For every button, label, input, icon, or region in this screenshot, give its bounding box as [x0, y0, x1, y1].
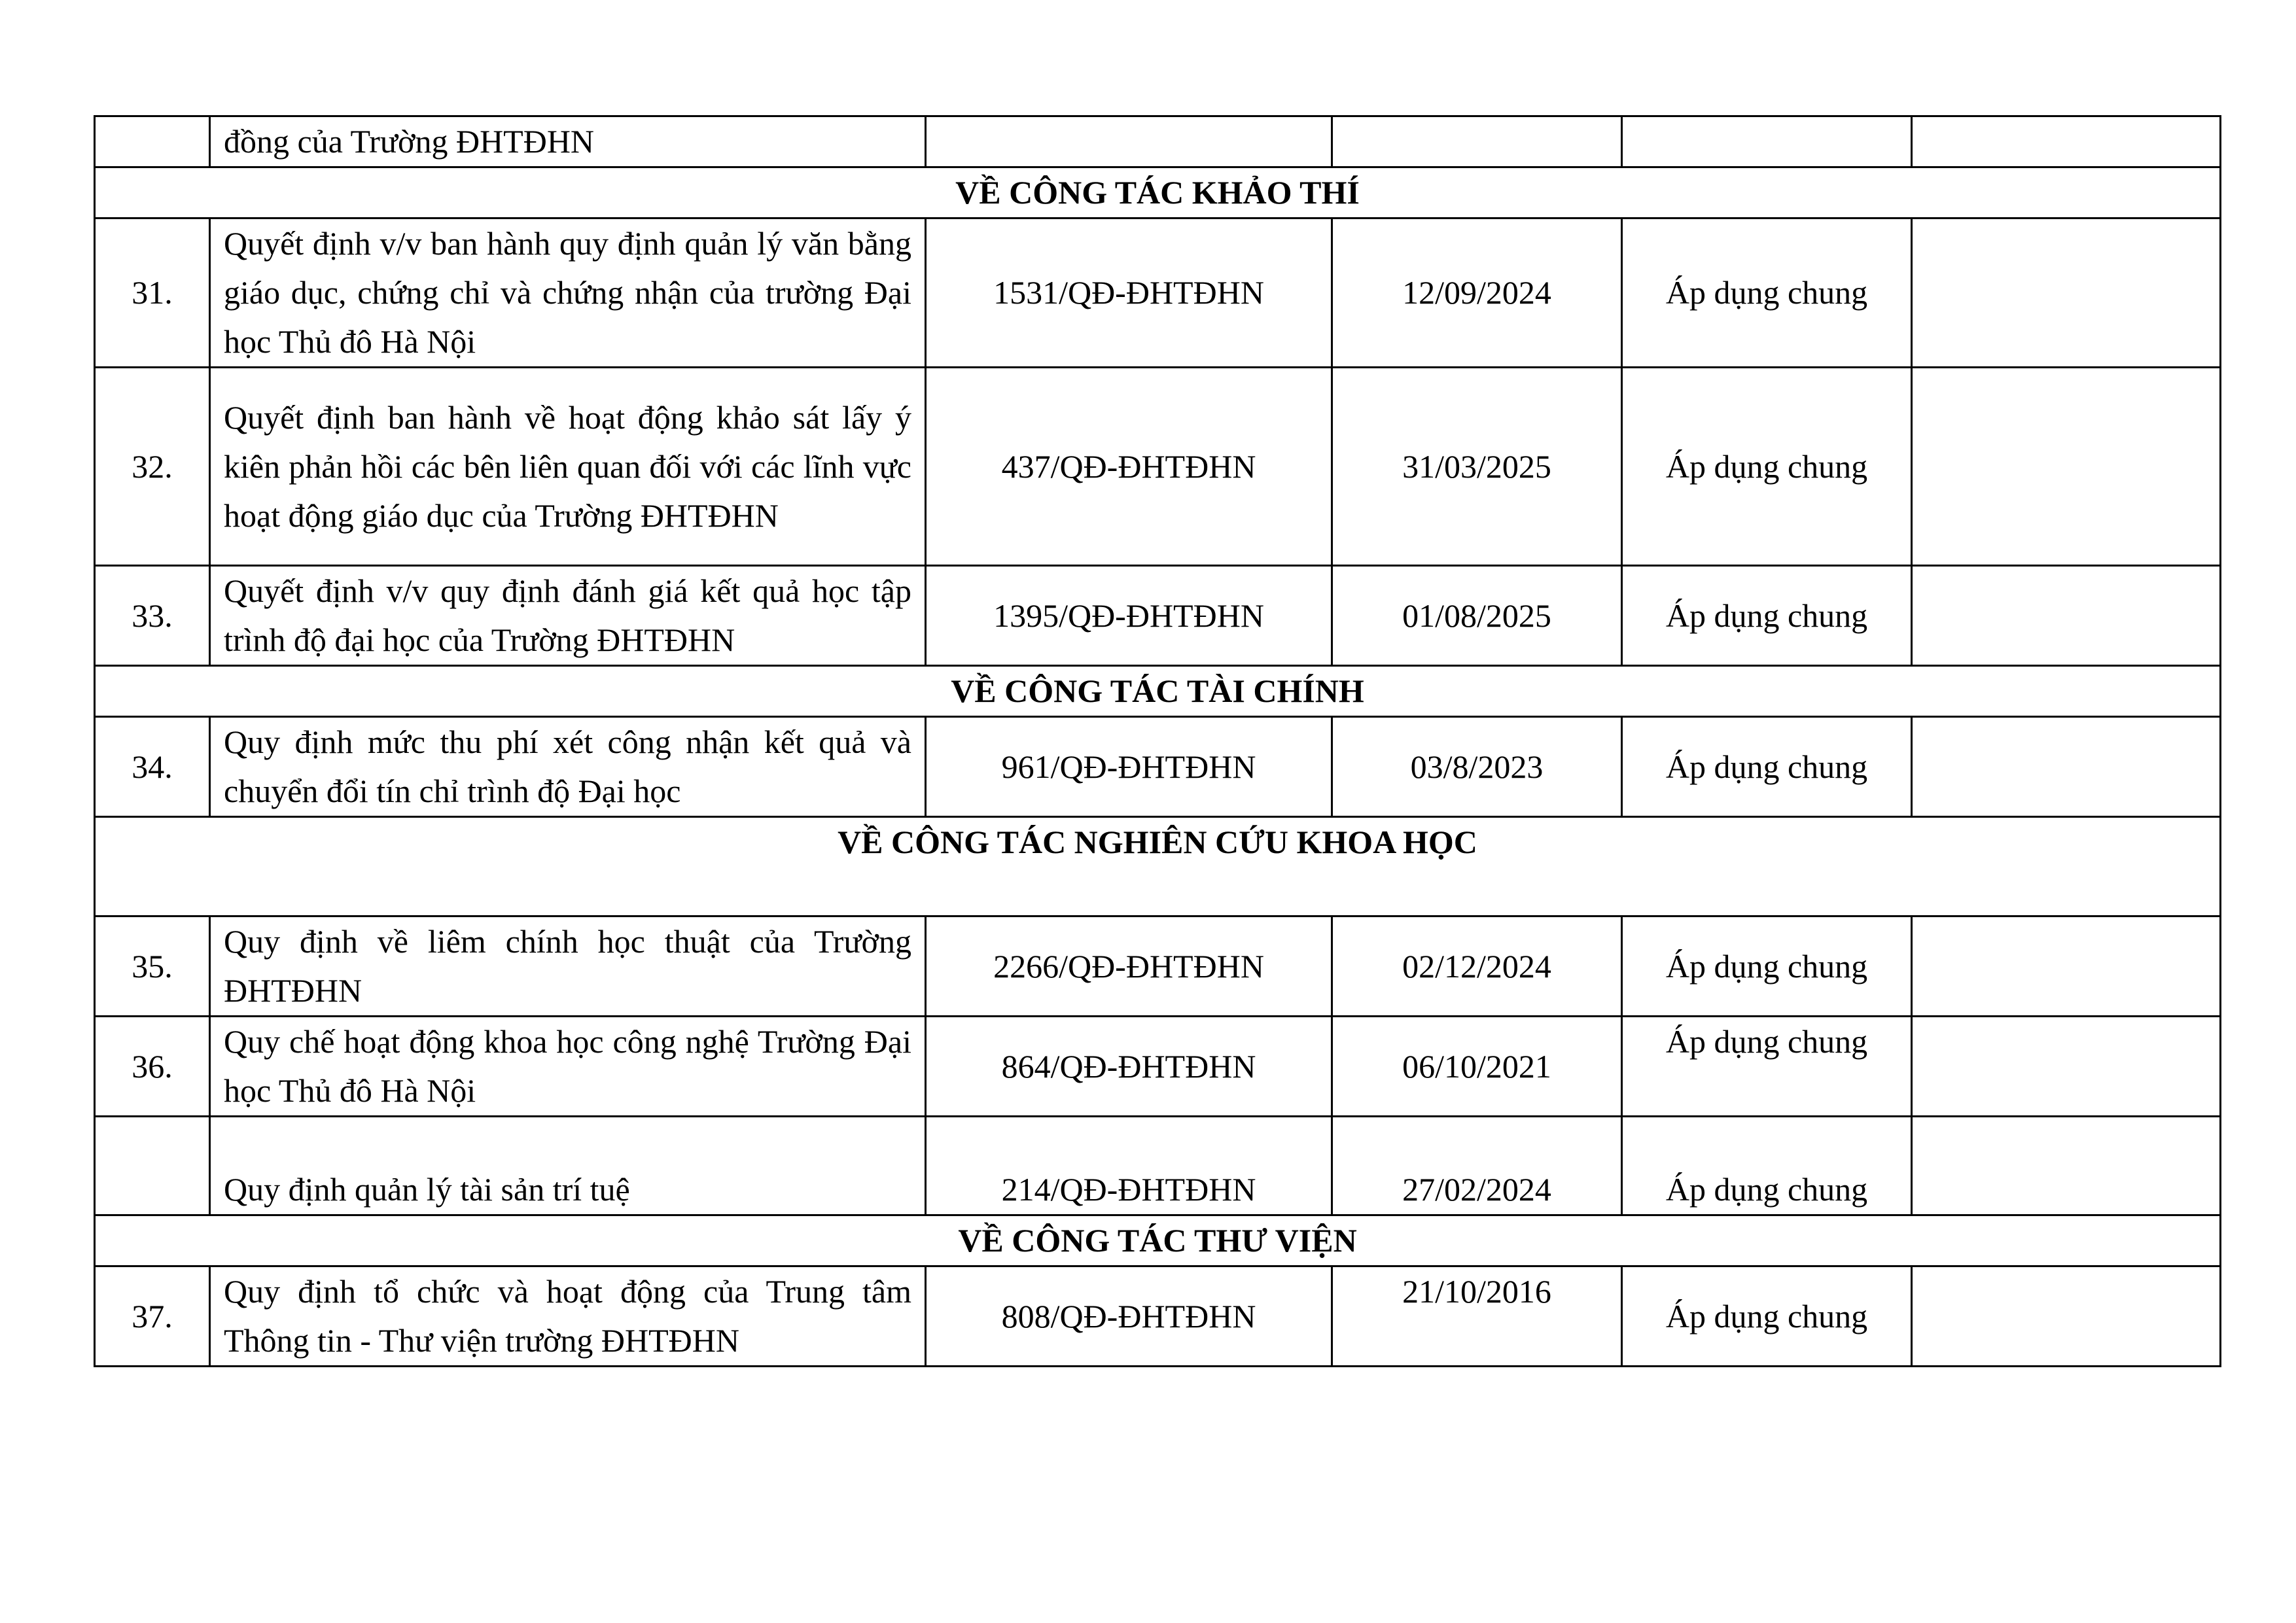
- document-code: 437/QĐ-ĐHTĐHN: [926, 368, 1332, 566]
- table-row: [95, 218, 2221, 368]
- document-title: Quyết định v/v quy định đánh giá kết quả học tập trình độ đại học của Trường ĐHTĐHN: [210, 566, 926, 666]
- document-code: 808/QĐ-ĐHTĐHN: [926, 1266, 1332, 1367]
- row-number: 35.: [95, 916, 210, 1017]
- table-row: [95, 566, 2221, 666]
- applicable-scope: Áp dụng chung: [1622, 717, 1912, 817]
- note-cell: [1912, 916, 2221, 1017]
- note-cell: [1912, 1117, 2221, 1215]
- table-row: [95, 1017, 2221, 1117]
- note-cell: [1912, 368, 2221, 566]
- applicable-scope: Áp dụng chung: [1622, 916, 1912, 1017]
- document-code: 1531/QĐ-ĐHTĐHN: [926, 218, 1332, 368]
- document-code: 864/QĐ-ĐHTĐHN: [926, 1017, 1332, 1117]
- document-title: Quy định mức thu phí xét công nhận kết quả và chuyển đổi tín chỉ trình độ Đại học: [210, 717, 926, 817]
- section-row: [95, 167, 2221, 218]
- note-cell: [1912, 1266, 2221, 1367]
- document-title: đồng của Trường ĐHTĐHN: [210, 116, 926, 167]
- note-cell: [1912, 566, 2221, 666]
- issue-date: 12/09/2024: [1332, 218, 1622, 368]
- section-heading: VỀ CÔNG TÁC TÀI CHÍNH: [95, 666, 2221, 717]
- issue-date: 02/12/2024: [1332, 916, 1622, 1017]
- issue-date: 06/10/2021: [1332, 1017, 1622, 1117]
- section-row: [95, 666, 2221, 717]
- applicable-scope: Áp dụng chung: [1622, 566, 1912, 666]
- row-number: 34.: [95, 717, 210, 817]
- row-number: 31.: [95, 218, 210, 368]
- document-code: 2266/QĐ-ĐHTĐHN: [926, 916, 1332, 1017]
- section-heading: VỀ CÔNG TÁC THƯ VIỆN: [95, 1215, 2221, 1266]
- table-row: [95, 916, 2221, 1017]
- document-code: 961/QĐ-ĐHTĐHN: [926, 717, 1332, 817]
- issue-date: 01/08/2025: [1332, 566, 1622, 666]
- document-title: Quy định tổ chức và hoạt động của Trung tâm Thông tin - Thư viện trường ĐHTĐHN: [210, 1266, 926, 1367]
- issue-date: 21/10/2016: [1332, 1266, 1622, 1367]
- table-row: [95, 1266, 2221, 1367]
- table-row: [95, 1117, 2221, 1215]
- applicable-scope: Áp dụng chung: [1622, 368, 1912, 566]
- note-cell: [1912, 1017, 2221, 1117]
- section-heading: VỀ CÔNG TÁC KHẢO THÍ: [95, 167, 2221, 218]
- row-number: 32.: [95, 368, 210, 566]
- issue-date: 03/8/2023: [1332, 717, 1622, 817]
- table-row: [95, 717, 2221, 817]
- document-code: 214/QĐ-ĐHTĐHN: [926, 1117, 1332, 1215]
- document-code: [926, 116, 1332, 167]
- document-code: 1395/QĐ-ĐHTĐHN: [926, 566, 1332, 666]
- note-cell: [1912, 218, 2221, 368]
- row-number: [95, 1117, 210, 1215]
- document-title: Quyết định v/v ban hành quy định quản lý văn bằng giáo dục, chứng chỉ và chứng nhận của trường Đại học Thủ đô Hà Nội: [210, 218, 926, 368]
- section-row: [95, 817, 2221, 916]
- document-page: [94, 115, 2221, 1367]
- row-number: 36.: [95, 1017, 210, 1117]
- issue-date: [1332, 116, 1622, 167]
- row-number: 37.: [95, 1266, 210, 1367]
- section-heading: VỀ CÔNG TÁC NGHIÊN CỨU KHOA HỌC: [95, 817, 2221, 916]
- applicable-scope: Áp dụng chung: [1622, 218, 1912, 368]
- table-row: [95, 368, 2221, 566]
- applicable-scope: [1622, 116, 1912, 167]
- issue-date: 27/02/2024: [1332, 1117, 1622, 1215]
- document-title: Quy chế hoạt động khoa học công nghệ Trường Đại học Thủ đô Hà Nội: [210, 1017, 926, 1117]
- document-title: Quy định về liêm chính học thuật của Trường ĐHTĐHN: [210, 916, 926, 1017]
- section-row: [95, 1215, 2221, 1266]
- applicable-scope: Áp dụng chung: [1622, 1117, 1912, 1215]
- regulations-table: [94, 115, 2221, 1367]
- note-cell: [1912, 717, 2221, 817]
- issue-date: 31/03/2025: [1332, 368, 1622, 566]
- applicable-scope: Áp dụng chung: [1622, 1017, 1912, 1117]
- table-row: [95, 116, 2221, 167]
- row-number: [95, 116, 210, 167]
- document-title: Quy định quản lý tài sản trí tuệ: [210, 1117, 926, 1215]
- applicable-scope: Áp dụng chung: [1622, 1266, 1912, 1367]
- document-title: Quyết định ban hành về hoạt động khảo sát lấy ý kiên phản hồi các bên liên quan đối với các lĩnh vực hoạt động giáo dục của Trường ĐHTĐHN: [210, 368, 926, 566]
- row-number: 33.: [95, 566, 210, 666]
- note-cell: [1912, 116, 2221, 167]
